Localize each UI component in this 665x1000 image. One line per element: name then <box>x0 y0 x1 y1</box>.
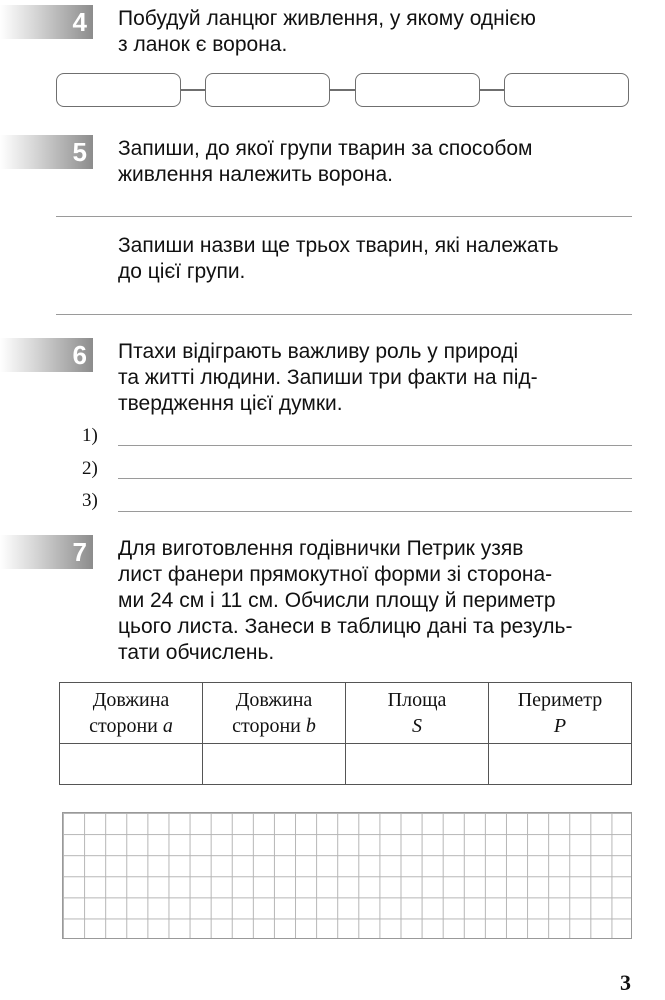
food-chain-connector <box>330 89 355 91</box>
food-chain-connector <box>480 89 504 91</box>
task-4-text: Побудуй ланцюг живлення, у якому однією з ланок є ворона. <box>118 7 536 56</box>
task-7-number-badge <box>0 535 93 569</box>
task-5-answer-line-1[interactable] <box>56 216 632 217</box>
answer-line-1[interactable] <box>118 445 632 446</box>
answer-number-3: 3) <box>82 490 98 511</box>
food-chain-box-2[interactable] <box>205 73 330 107</box>
calculation-grid[interactable] <box>62 812 632 939</box>
table-cell-perimeter[interactable] <box>489 744 632 785</box>
answer-line-3[interactable] <box>118 511 632 512</box>
page-number: 3 <box>620 970 631 995</box>
food-chain-box-1[interactable] <box>56 73 181 107</box>
table-header-side-a: Довжина сторони a <box>60 683 203 744</box>
task-5-answer-line-2[interactable] <box>56 314 632 315</box>
task-7-number: 7 <box>72 537 87 567</box>
answer-line-2[interactable] <box>118 478 632 479</box>
task-6-number-badge <box>0 338 93 372</box>
task-5-number-badge <box>0 135 93 169</box>
table-header-area: Площа S <box>346 683 489 744</box>
table-header-side-b: Довжина сторони b <box>203 683 346 744</box>
food-chain-box-4[interactable] <box>504 73 629 107</box>
task-4-number: 4 <box>72 7 87 37</box>
food-chain-connector <box>181 89 205 91</box>
task-5-text: Запиши, до якої групи тварин за способом живлення належить ворона. <box>118 137 533 186</box>
table-header-perimeter: Периметр P <box>489 683 632 744</box>
table-cell-area[interactable] <box>346 744 489 785</box>
task-5-number: 5 <box>72 137 87 167</box>
results-table <box>59 682 632 785</box>
table-cell-side-b[interactable] <box>203 744 346 785</box>
task-5-subtask-text: Запиши назви ще трьох тварин, які належать до цієї групи. <box>118 234 559 283</box>
answer-number-1: 1) <box>82 425 98 446</box>
task-6-number: 6 <box>72 340 87 370</box>
food-chain-box-3[interactable] <box>355 73 480 107</box>
answer-number-2: 2) <box>82 458 98 479</box>
task-7-text: Для виготовлення годівнички Петрик узяв лист фанери прямокутної форми зі сторона- ми 24 см і 11 см. Обчисли площу й периметр цього листа. Занеси в таблицю дані та резуль- тати обчислень. <box>118 537 573 664</box>
table-cell-side-a[interactable] <box>60 744 203 785</box>
task-4-number-badge <box>0 5 93 39</box>
task-6-text: Птахи відіграють важливу роль у природі та житті людини. Запиши три факти на під- твердження цієї думки. <box>118 340 538 415</box>
